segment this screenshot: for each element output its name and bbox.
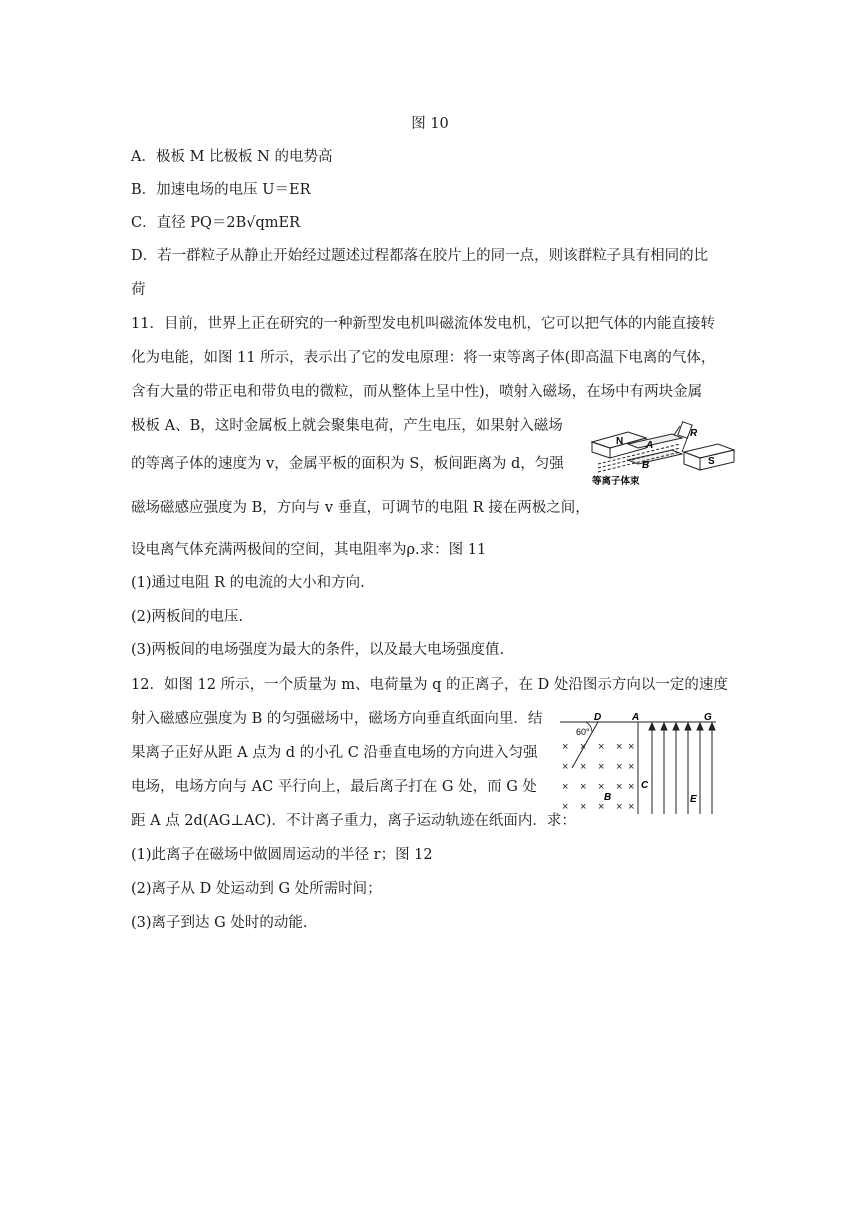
fig12-label-a: A	[632, 712, 640, 723]
svg-text:×: ×	[616, 741, 623, 753]
q11-text-line-6: 磁场磁感应强度为 B，方向与 v 垂直，可调节的电阻 R 接在两极之间，	[131, 500, 590, 516]
svg-text:×: ×	[628, 801, 635, 813]
fig11-label-a: A	[646, 440, 654, 451]
fig12-electric-field-lines	[649, 723, 715, 814]
fig12-label-e: E	[690, 794, 697, 805]
fig12-label-g: G	[704, 712, 712, 723]
figure-11-mhd-generator	[588, 420, 738, 486]
svg-text:×: ×	[598, 781, 605, 793]
q10-option-b: B．加速电场的电压 U＝ER	[131, 182, 311, 198]
fig12-label-d: D	[594, 712, 602, 723]
svg-text:×: ×	[580, 741, 587, 753]
q12-sub-2: (2)离子从 D 处运动到 G 处所需时间；	[131, 881, 382, 897]
svg-text:×: ×	[598, 761, 605, 773]
svg-text:×: ×	[598, 801, 605, 813]
q12-text-line-5: 距 A 点 2d(AG⊥AC)．不计离子重力，离子运动轨迹在纸面内．求：	[131, 813, 576, 829]
q11-sub-3: (3)两板间的电场强度为最大的条件，以及最大电场强度值.	[131, 642, 505, 658]
q12-sub-3: (3)离子到达 G 处时的动能.	[131, 915, 308, 931]
q12-text-line-3: 果离子正好从距 A 点为 d 的小孔 C 沿垂直电场的方向进入匀强	[131, 745, 538, 761]
svg-text:×: ×	[562, 781, 569, 793]
q12-text-line-1: 12．如图 12 所示，一个质量为 m、电荷量为 q 的正离子，在 D 处沿图示方向以一定的速度	[131, 677, 728, 693]
svg-text:×: ×	[616, 781, 623, 793]
fig11-label-s: S	[708, 456, 715, 467]
q11-sub-2: (2)两板间的电压.	[131, 609, 244, 625]
q11-text-line-2: 化为电能，如图 11 所示，表示出了它的发电原理：将一束等离子体(即高温下电离的气体，	[131, 350, 716, 366]
q11-text-line-4: 极板 A、B，这时金属板上就会聚集电荷，产生电压，如果射入磁场	[131, 418, 563, 434]
q11-text-line-5: 的等离子体的速度为 v，金属平板的面积为 S，板间距离为 d，匀强	[131, 456, 564, 472]
svg-text:×: ×	[580, 781, 587, 793]
q11-text-line-7: 设电离气体充满两极间的空间，其电阻率为ρ.求：图 11	[131, 542, 487, 558]
svg-text:×: ×	[616, 761, 623, 773]
fig11-label-r: R	[690, 428, 698, 439]
figure-10-caption: 图 10	[411, 116, 449, 132]
q11-text-line-3: 含有大量的带正电和带负电的微粒，而从整体上呈中性)，喷射入磁场，在场中有两块金属	[131, 384, 703, 400]
fig12-magnetic-field-crosses	[562, 741, 634, 813]
q10-option-d: D．若一群粒子从静止开始经过题述过程都落在胶片上的同一点，则该群粒子具有相同的比	[131, 248, 709, 264]
q10-option-a: A．极板 M 比极板 N 的电势高	[131, 149, 333, 165]
svg-text:×: ×	[580, 801, 587, 813]
q11-sub-1: (1)通过电阻 R 的电流的大小和方向.	[131, 575, 365, 591]
q10-option-c: C．直径 PQ＝2B√qmER	[131, 215, 301, 231]
svg-text:×: ×	[580, 761, 587, 773]
svg-text:×: ×	[562, 761, 569, 773]
q12-sub-1: (1)此离子在磁场中做圆周运动的半径 r；图 12	[131, 847, 433, 863]
svg-text:×: ×	[628, 741, 635, 753]
q10-option-d-continued: 荷	[131, 282, 146, 298]
fig12-label-c: C	[641, 780, 649, 791]
q11-text-line-1: 11．目前，世界上正在研究的一种新型发电机叫磁流体发电机，它可以把气体的内能直接转	[131, 316, 715, 332]
svg-text:×: ×	[628, 761, 635, 773]
fig12-angle-label: 60°	[576, 727, 590, 737]
figure-12-field-diagram	[556, 712, 728, 822]
q12-text-line-4: 电场，电场方向与 AC 平行向上，最后离子打在 G 处，而 G 处	[131, 779, 537, 795]
q12-text-line-2: 射入磁感应强度为 B 的匀强磁场中，磁场方向垂直纸面向里．结	[131, 711, 543, 727]
svg-text:×: ×	[562, 801, 569, 813]
fig11-beam-label: 等离子体束	[592, 476, 640, 486]
svg-text:×: ×	[598, 741, 605, 753]
fig11-label-n: N	[616, 436, 624, 447]
fig12-label-b: B	[604, 792, 612, 803]
svg-text:×: ×	[616, 801, 623, 813]
fig11-label-b: B	[642, 460, 650, 471]
svg-text:×: ×	[562, 741, 569, 753]
svg-text:×: ×	[628, 781, 635, 793]
